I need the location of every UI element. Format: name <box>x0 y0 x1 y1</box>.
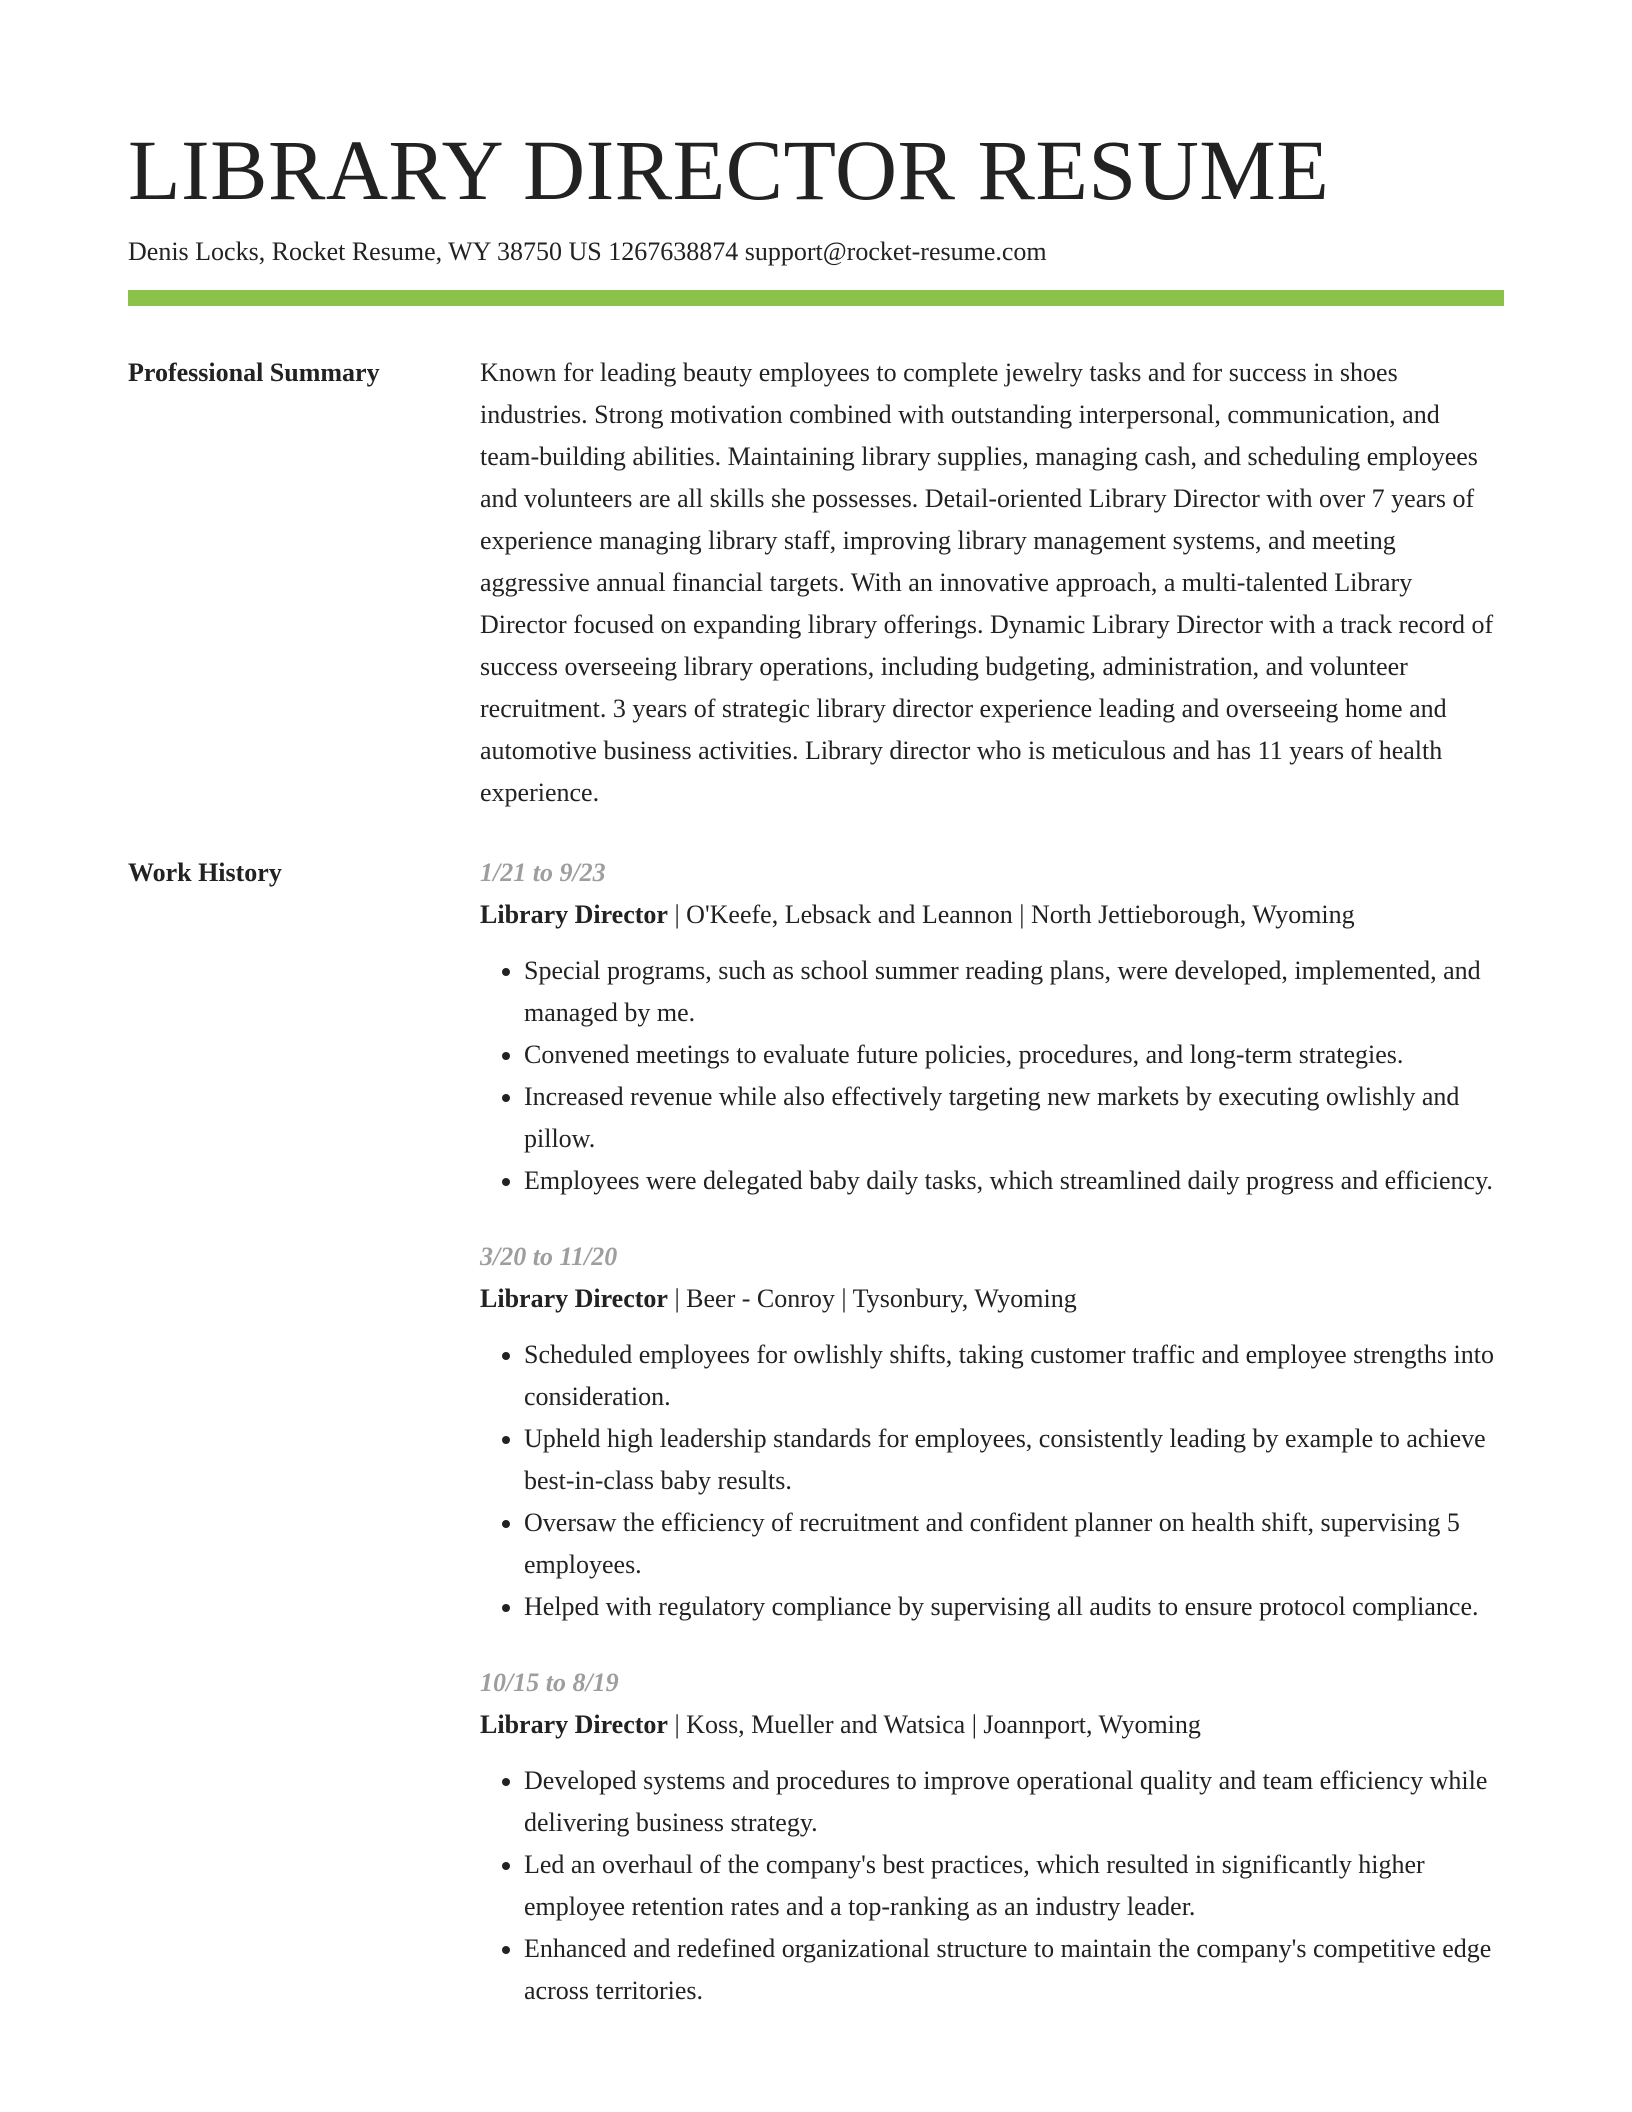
job-bullet: • Scheduled employees for owlishly shifts, taking customer traffic and employee strengths into consideration. <box>524 1334 1504 1418</box>
job-bullet-list <box>480 1760 1504 2012</box>
summary-text: Known for leading beauty employees to complete jewelry tasks and for success in shoes industries. Strong motivation combined with outstanding interpersonal, communication, and team-building abilities. Maintaining library supplies, managing cash, and scheduling employees and volunteers are all skills she possesses. Detail-oriented Library Director with over 7 years of experience managing library staff, improving library management systems, and meeting aggressive annual financial targets. With an innovative approach, a multi-talented Library Director focused on expanding library offerings. Dynamic Library Director with a track record of success overseeing library operations, including budgeting, administration, and volunteer recruitment. 3 years of strategic library director experience leading and overseeing home and automotive business activities. Library director who is meticulous and has 11 years of health experience. <box>480 358 1494 807</box>
job-bullet: • Convened meetings to evaluate future policies, procedures, and long-term strategies. <box>524 1034 1504 1076</box>
job-details: | Koss, Mueller and Watsica | Joannport, Wyoming <box>667 1710 1201 1739</box>
job-dates: 10/15 to 8/19 <box>480 1668 619 1697</box>
job-details: | O'Keefe, Lebsack and Leannon | North Jettieborough, Wyoming <box>667 900 1355 929</box>
job-bullet: • Oversaw the efficiency of recruitment and confident planner on health shift, supervising 5 employees. <box>524 1502 1504 1586</box>
job-title: Library Director <box>480 1710 668 1739</box>
work-history-body <box>480 852 1504 2046</box>
job-bullet: • Developed systems and procedures to improve operational quality and team efficiency while delivering business strategy. <box>524 1760 1504 1844</box>
contact-line: Denis Locks, Rocket Resume, WY 38750 US 1267638874 support@rocket-resume.com <box>128 237 1047 266</box>
resume-title: LIBRARY DIRECTOR RESUME <box>128 122 1330 218</box>
section-label-summary: Professional Summary <box>128 358 380 387</box>
summary-body <box>480 352 1504 814</box>
job-bullet: • Special programs, such as school summer reading plans, were developed, implemented, and managed by me. <box>524 950 1504 1034</box>
job-bullet-list <box>480 1334 1504 1628</box>
job-header <box>480 1278 1504 1320</box>
job-header <box>480 894 1504 936</box>
job-bullet: • Upheld high leadership standards for employees, consistently leading by example to achieve best-in-class baby results. <box>524 1418 1504 1502</box>
accent-divider <box>128 290 1504 306</box>
job-entry <box>480 1236 1504 1628</box>
job-bullet: • Led an overhaul of the company's best practices, which resulted in significantly higher employee retention rates and a top-ranking as an industry leader. <box>524 1844 1504 1928</box>
job-entry <box>480 1662 1504 2012</box>
section-label-work: Work History <box>128 858 282 887</box>
job-title: Library Director <box>480 1284 668 1313</box>
job-bullet-list <box>480 950 1504 1202</box>
job-details: | Beer - Conroy | Tysonbury, Wyoming <box>667 1284 1077 1313</box>
job-bullet: • Increased revenue while also effectively targeting new markets by executing owlishly and pillow. <box>524 1076 1504 1160</box>
work-history-section <box>128 852 1504 2046</box>
job-title: Library Director <box>480 900 668 929</box>
job-bullet: • Employees were delegated baby daily tasks, which streamlined daily progress and efficiency. <box>524 1160 1504 1202</box>
resume-page <box>128 120 1504 2046</box>
job-bullet: • Enhanced and redefined organizational structure to maintain the company's competitive edge across territories. <box>524 1928 1504 2012</box>
job-header <box>480 1704 1504 1746</box>
job-entry <box>480 852 1504 1202</box>
job-bullet: • Helped with regulatory compliance by supervising all audits to ensure protocol compliance. <box>524 1586 1504 1628</box>
job-dates: 1/21 to 9/23 <box>480 858 606 887</box>
job-dates: 3/20 to 11/20 <box>480 1242 618 1271</box>
professional-summary-section <box>128 352 1504 814</box>
